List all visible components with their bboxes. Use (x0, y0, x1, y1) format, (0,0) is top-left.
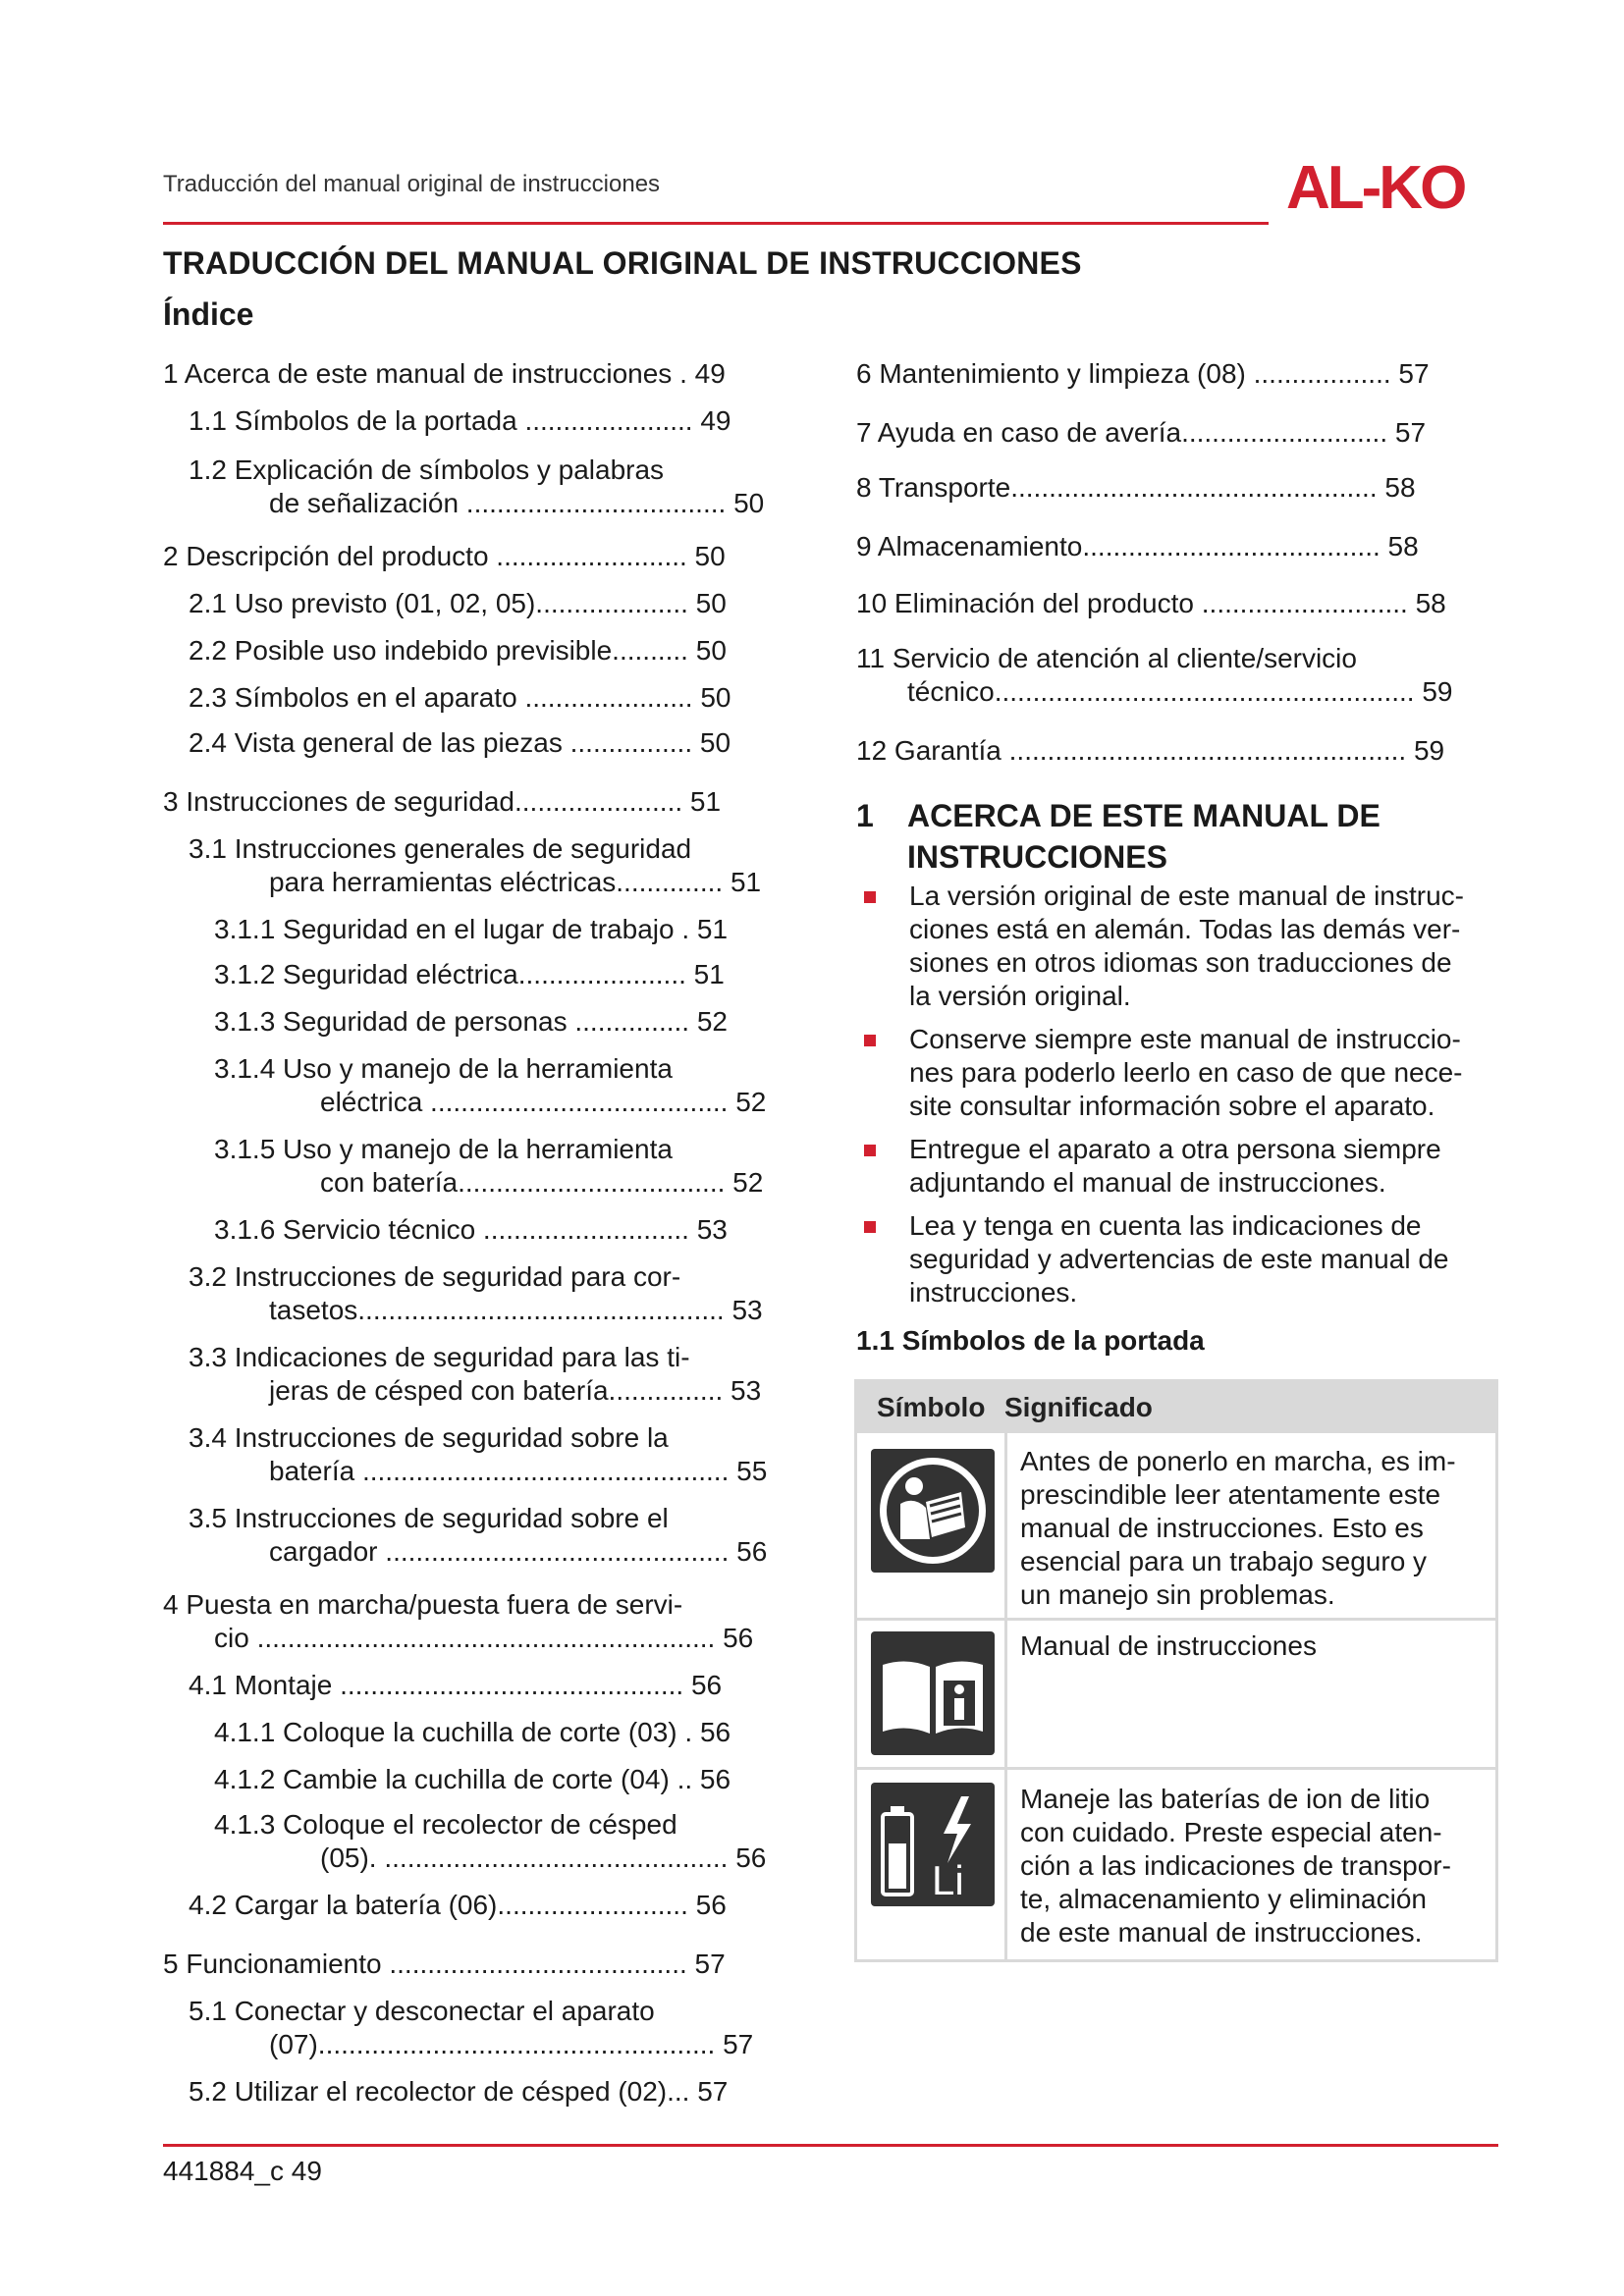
toc-entry: 5.1 Conectar y desconectar el aparato (07).................................................... 57 (189, 1996, 754, 2059)
toc-entry: 4.1.2 Cambie la cuchilla de corte (04) .. 56 (214, 1764, 731, 1794)
svg-text:Li: Li (932, 1857, 964, 1903)
index-title: Índice (163, 296, 254, 332)
manual-info-icon (871, 1631, 995, 1755)
table-header (857, 1382, 1495, 1433)
header-symbol: Símbolo (877, 1392, 986, 1422)
footer-rule (163, 2144, 1498, 2147)
toc-entry: 11 Servicio de atención al cliente/servicio técnico....................................................... 59 (856, 643, 1453, 707)
toc-entry: 8 Transporte................................................ 58 (856, 472, 1416, 503)
subsection-heading: 1.1 Símbolos de la portada (856, 1325, 1205, 1356)
section-heading: 1 ACERCA DE ESTE MANUAL DE INSTRUCCIONES (856, 798, 1380, 875)
symbol-table (854, 1379, 1498, 1962)
toc-entry: 1.1 Símbolos de la portada ...................... 49 (189, 405, 731, 436)
toc-entry: 4 Puesta en marcha/puesta fuera de servi- cio ............................................................ 56 (163, 1589, 754, 1653)
toc-entry: 9 Almacenamiento....................................... 58 (856, 531, 1419, 561)
toc-entry: 2.2 Posible uso indebido previsible.......... 50 (189, 635, 727, 666)
toc-entry: 2.4 Vista general de las piezas ................ 50 (189, 727, 731, 758)
toc-entry: 5.2 Utilizar el recolector de césped (02)... 57 (189, 2076, 729, 2107)
document-title: TRADUCCIÓN DEL MANUAL ORIGINAL DE INSTRUCCIONES (163, 245, 1082, 281)
toc-entry: 5 Funcionamiento ....................................... 57 (163, 1949, 726, 1979)
toc-entry: 7 Ayuda en caso de avería........................... 57 (856, 417, 1427, 448)
toc-entry: 1 Acerca de este manual de instrucciones . 49 (163, 358, 726, 389)
toc-entry: 3 Instrucciones de seguridad...................... 51 (163, 786, 722, 817)
alko-logo (1284, 155, 1498, 218)
header-meaning: Significado (1004, 1392, 1153, 1422)
toc-entry: 3.1.6 Servicio técnico ........................... 53 (214, 1214, 728, 1245)
toc-entry: 10 Eliminación del producto ........................... 58 (856, 588, 1446, 618)
li-ion-battery-icon (871, 1783, 995, 1906)
toc-entry: 3.1.2 Seguridad eléctrica...................... 51 (214, 959, 725, 989)
toc-entry: 3.1.1 Seguridad en el lugar de trabajo . 51 (214, 914, 729, 944)
toc-entry: 3.3 Indicaciones de seguridad para las ti- jeras de césped con batería............... 53 (189, 1342, 762, 1406)
table-cell: Maneje las baterías de ion de litio con cuidado. Preste especial aten- ción a las indicaciones de transpor- te, almacenamiento y eliminación de este manual de instrucciones. (1020, 1784, 1451, 1948)
toc-entry: 3.1.3 Seguridad de personas ............... 52 (214, 1006, 728, 1037)
toc-entry: 1.2 Explicación de símbolos y palabras de señalización .................................. 50 (189, 454, 765, 518)
toc-entry: 12 Garantía .................................................... 59 (856, 735, 1445, 766)
toc-entry: 4.2 Cargar la batería (06)......................... 56 (189, 1890, 727, 1920)
toc-entry: 3.5 Instrucciones de seguridad sobre el cargador ............................................. 56 (189, 1503, 768, 1567)
toc-entry: 4.1 Montaje ............................................. 56 (189, 1670, 723, 1700)
table-cell: Manual de instrucciones (1020, 1630, 1317, 1661)
svg-text:AL-KO: AL-KO (1286, 155, 1465, 218)
footer-page-number: 441884_c 49 (163, 2156, 322, 2186)
toc-entry: 4.1.1 Coloque la cuchilla de corte (03) . 56 (214, 1717, 731, 1747)
toc-entry: 3.2 Instrucciones de seguridad para cor- tasetos................................................ 53 (189, 1261, 763, 1325)
toc-entry: 6 Mantenimiento y limpieza (08) .................. 57 (856, 358, 1430, 389)
header-rule (163, 222, 1269, 225)
toc-entry: 3.1.5 Uso y manejo de la herramienta con batería................................... 52 (214, 1134, 764, 1198)
toc-entry: 3.4 Instrucciones de seguridad sobre la batería ................................................ 55 (189, 1422, 768, 1486)
toc-entry: 2.3 Símbolos en el aparato ...................... 50 (189, 682, 731, 713)
read-manual-icon (871, 1449, 995, 1573)
toc-entry: 4.1.3 Coloque el recolector de césped (05). ............................................. 56 (214, 1809, 767, 1873)
toc-entry: 3.1 Instrucciones generales de seguridad para herramientas eléctricas.............. 51 (189, 833, 762, 897)
toc-entry: 2 Descripción del producto ......................... 50 (163, 541, 726, 571)
table-cell: Antes de ponerlo en marcha, es im- prescindible leer atentamente este manual de instrucciones. Esto es esencial para un trabajo seguro y un manejo sin problemas. (1020, 1446, 1456, 1610)
toc-entry: 3.1.4 Uso y manejo de la herramienta eléctrica ....................................... 52 (214, 1053, 767, 1117)
header-text: Traducción del manual original de instrucciones (163, 171, 661, 197)
toc-entry: 2.1 Uso previsto (01, 02, 05).................... 50 (189, 588, 727, 618)
